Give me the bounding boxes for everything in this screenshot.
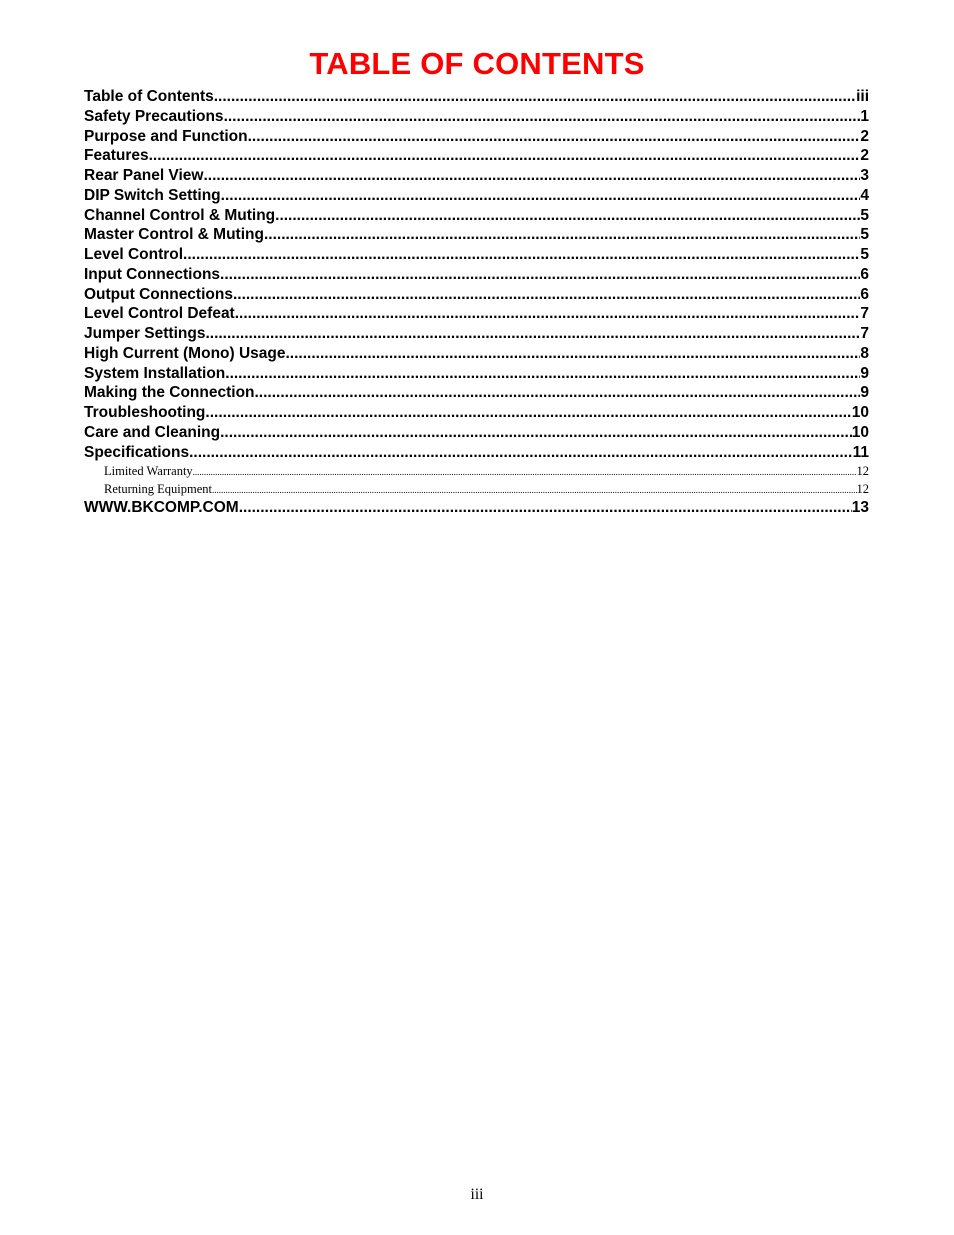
dot-leader [221, 186, 861, 206]
dot-leader [224, 107, 861, 127]
toc-entry-page: 2 [860, 127, 869, 145]
page-title: TABLE OF CONTENTS [309, 46, 645, 81]
toc-entry-label: Input Connections [84, 265, 221, 283]
dot-leader [225, 364, 860, 384]
toc-entry[interactable] [84, 498, 869, 518]
toc-entry-page: 4 [860, 186, 869, 204]
toc-entry[interactable] [84, 107, 869, 127]
toc-entry-page: 5 [860, 206, 869, 224]
toc-entry-page: 2 [860, 147, 869, 165]
toc-entry[interactable] [84, 443, 869, 463]
toc-entry[interactable] [84, 364, 869, 384]
toc-entry-page: 10 [851, 423, 869, 441]
toc-entry[interactable] [84, 383, 869, 403]
toc-entry-label: WWW.BKCOMP.COM [84, 499, 239, 517]
toc-entry-label: Features [84, 147, 149, 165]
toc-entry-label: Troubleshooting [84, 404, 206, 421]
toc-entry-label: Safety Precautions [84, 107, 224, 125]
toc-entry[interactable] [84, 324, 869, 344]
toc-entry[interactable] [84, 206, 869, 226]
toc-entry[interactable] [84, 265, 869, 285]
page-number: iii [470, 1186, 484, 1203]
toc-entry-label: Level Control [84, 246, 184, 263]
dot-leader [233, 285, 860, 305]
toc-entry[interactable] [84, 87, 869, 107]
dot-leader [203, 166, 860, 186]
toc-entry-page: 5 [860, 246, 869, 263]
dot-leader [220, 423, 852, 443]
toc-entry-page: 1 [860, 107, 869, 125]
toc-entry[interactable] [84, 225, 869, 245]
dot-leader [220, 265, 860, 285]
dot-leader [212, 480, 857, 498]
toc-entry-page: 12 [856, 482, 869, 497]
dot-leader [205, 403, 851, 423]
toc-entry[interactable] [84, 245, 869, 265]
toc-entry-page: 3 [860, 167, 869, 184]
toc-entry-label: Care and Cleaning [84, 423, 221, 441]
dot-leader [264, 225, 860, 245]
toc-entry[interactable] [84, 344, 869, 364]
toc-entry-page: 5 [860, 226, 869, 244]
dot-leader [205, 324, 860, 344]
toc-entry-page: 12 [856, 464, 869, 479]
toc-entry-label: High Current (Mono) Usage [84, 344, 286, 362]
toc-entry-page: 11 [852, 443, 869, 461]
toc-entry-page: 6 [860, 285, 869, 303]
dot-leader [189, 443, 853, 463]
dot-leader [239, 498, 852, 518]
toc-entry-page: 13 [851, 499, 869, 517]
toc-entry-label: Table of Contents [84, 88, 214, 105]
table-of-contents [84, 87, 869, 518]
toc-entry-label: DIP Switch Setting [84, 186, 221, 204]
dot-leader [275, 206, 860, 226]
toc-entry[interactable] [84, 186, 869, 206]
toc-entry-page: iii [856, 88, 869, 105]
toc-entry[interactable] [84, 423, 869, 443]
toc-entry-page: 8 [860, 344, 869, 362]
toc-entry-page: 9 [860, 384, 869, 402]
toc-entry[interactable] [84, 127, 869, 147]
toc-entry-label: Returning Equipment [104, 482, 212, 497]
dot-leader [286, 344, 861, 364]
toc-entry-label: System Installation [84, 364, 226, 382]
toc-entry-label: Level Control Defeat [84, 305, 235, 323]
toc-entry-page: 10 [851, 404, 869, 421]
dot-leader [183, 245, 860, 265]
toc-entry[interactable] [84, 403, 869, 423]
toc-entry-label: Rear Panel View [84, 167, 204, 184]
toc-entry-label: Output Connections [84, 285, 233, 303]
toc-entry-label: Making the Connection [84, 384, 255, 402]
toc-entry[interactable] [84, 285, 869, 305]
toc-entry-label: Specifications [84, 443, 190, 461]
dot-leader [193, 462, 857, 480]
toc-entry[interactable] [84, 304, 869, 324]
toc-entry-page: 7 [860, 305, 869, 323]
toc-entry-label: Jumper Settings [84, 325, 206, 342]
toc-entry-page: 9 [860, 364, 869, 382]
toc-entry-page: 7 [860, 325, 869, 342]
dot-leader [149, 146, 861, 166]
dot-leader [248, 127, 861, 147]
toc-entry-label: Limited Warranty [104, 464, 193, 479]
toc-entry[interactable] [84, 146, 869, 166]
dot-leader [235, 304, 861, 324]
dot-leader [255, 383, 861, 403]
dot-leader [214, 87, 856, 107]
toc-entry[interactable] [84, 166, 869, 186]
toc-entry-page: 6 [860, 265, 869, 283]
toc-subentry[interactable] [84, 480, 869, 498]
toc-subentry[interactable] [84, 462, 869, 480]
toc-entry-label: Channel Control & Muting [84, 206, 276, 224]
toc-entry-label: Purpose and Function [84, 127, 248, 145]
toc-entry-label: Master Control & Muting [84, 226, 264, 244]
